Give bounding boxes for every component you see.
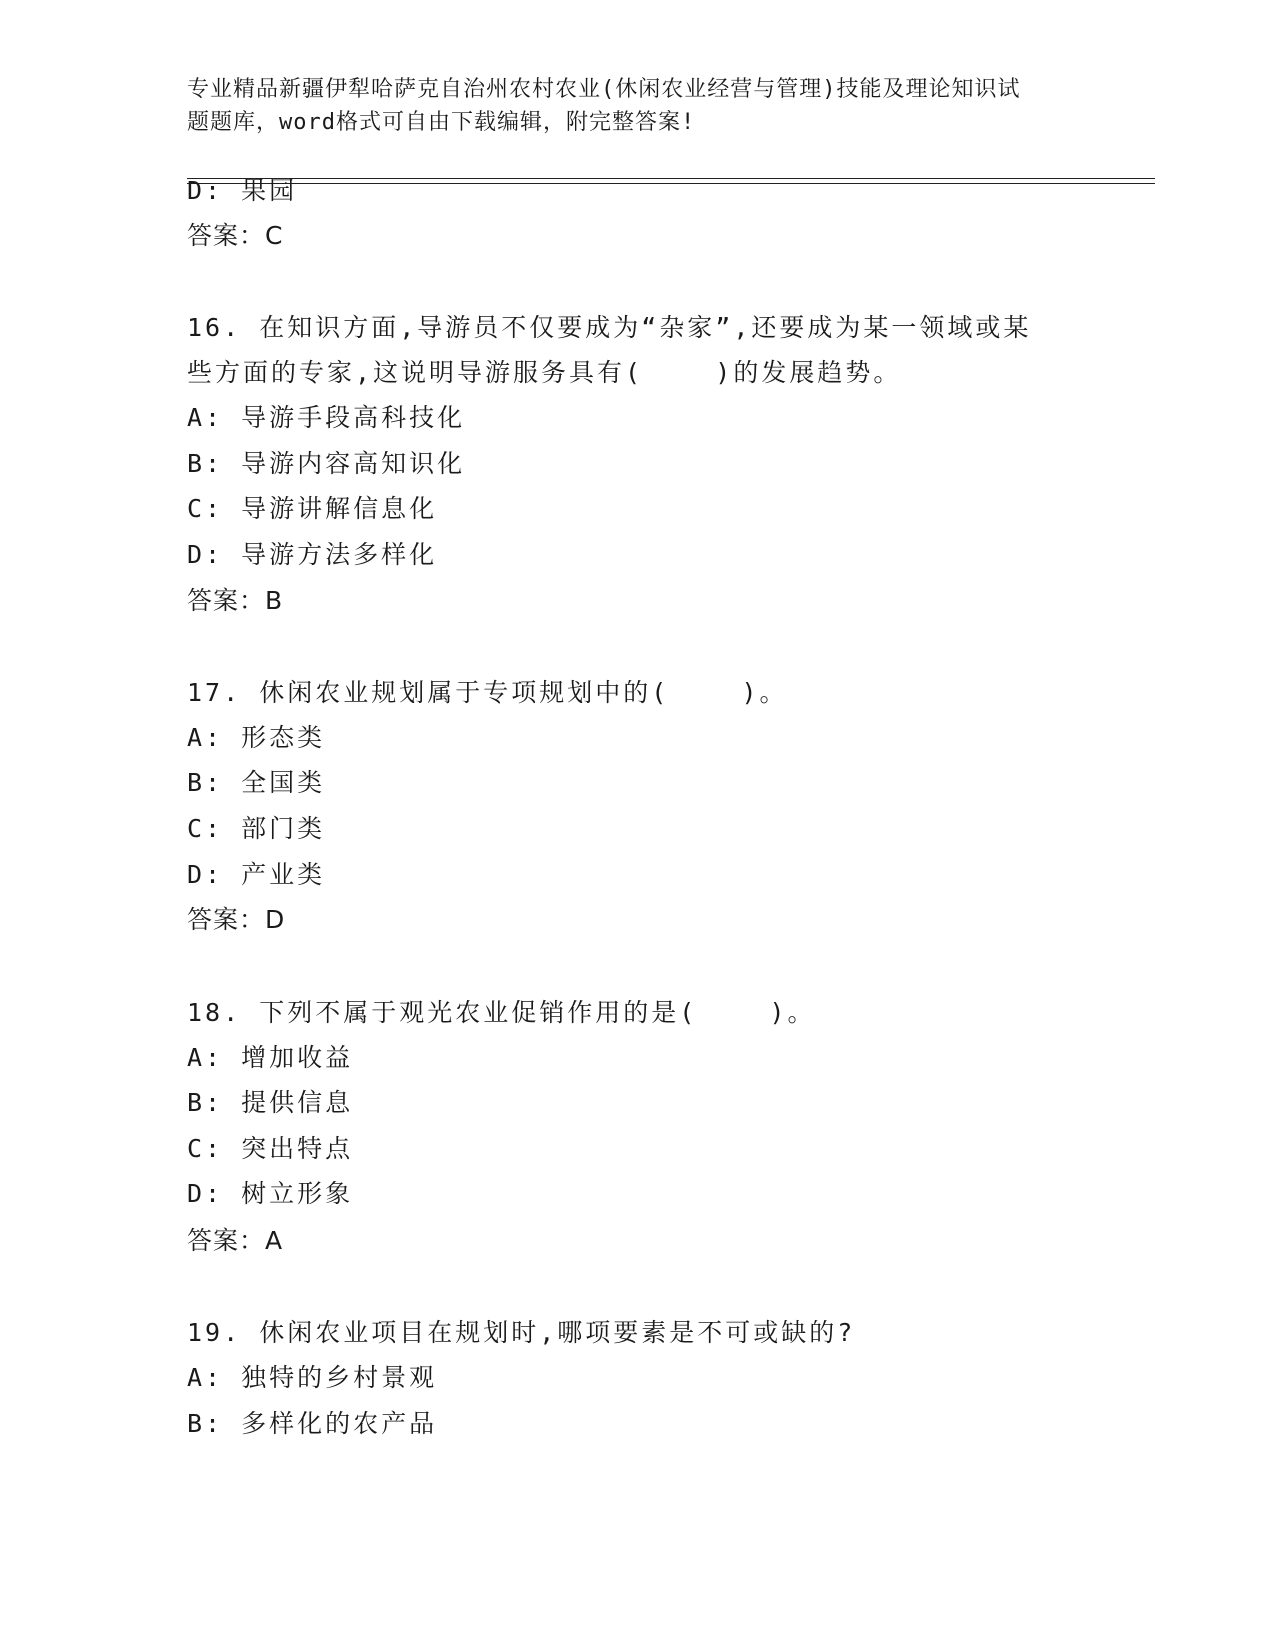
question-line: D: 果园 xyxy=(187,176,298,205)
question-line: 18. 下列不属于观光农业促销作用的是( )。 xyxy=(187,998,816,1027)
question-line: C: 导游讲解信息化 xyxy=(187,494,438,523)
answer-line: 答案：D xyxy=(187,905,286,934)
question-line: 17. 休闲农业规划属于专项规划中的( )。 xyxy=(187,678,788,707)
question-line: A: 独特的乡村景观 xyxy=(187,1363,438,1392)
answer-line: 答案：B xyxy=(187,586,284,615)
question-line: D: 产业类 xyxy=(187,860,326,889)
document-header xyxy=(187,73,1087,139)
header-rule-top xyxy=(187,178,1155,179)
question-line: B: 导游内容高知识化 xyxy=(187,449,466,478)
question-line: D: 树立形象 xyxy=(187,1179,354,1208)
question-line: A: 增加收益 xyxy=(187,1043,354,1072)
question-line: C: 部门类 xyxy=(187,814,326,843)
header-line-1: 专业精品新疆伊犁哈萨克自治州农村农业(休闲农业经营与管理)技能及理论知识试 xyxy=(187,77,1021,102)
question-line: 19. 休闲农业项目在规划时,哪项要素是不可或缺的? xyxy=(187,1318,856,1347)
answer-line: 答案：A xyxy=(187,1226,284,1255)
header-rule-bottom xyxy=(187,183,1155,184)
header-line-2: 题题库，word格式可自由下载编辑，附完整答案! xyxy=(187,110,696,135)
question-line: A: 导游手段高科技化 xyxy=(187,403,466,432)
question-line: B: 多样化的农产品 xyxy=(187,1409,438,1438)
question-line: B: 全国类 xyxy=(187,768,326,797)
question-line: 16. 在知识方面,导游员不仅要成为“杂家”,还要成为某一领域或某 xyxy=(187,313,1032,342)
question-line: D: 导游方法多样化 xyxy=(187,540,438,569)
question-line: C: 突出特点 xyxy=(187,1134,354,1163)
question-line: A: 形态类 xyxy=(187,723,326,752)
question-line: 些方面的专家,这说明导游服务具有( )的发展趋势。 xyxy=(187,358,902,387)
question-line: B: 提供信息 xyxy=(187,1088,354,1117)
answer-line: 答案：C xyxy=(187,221,284,250)
